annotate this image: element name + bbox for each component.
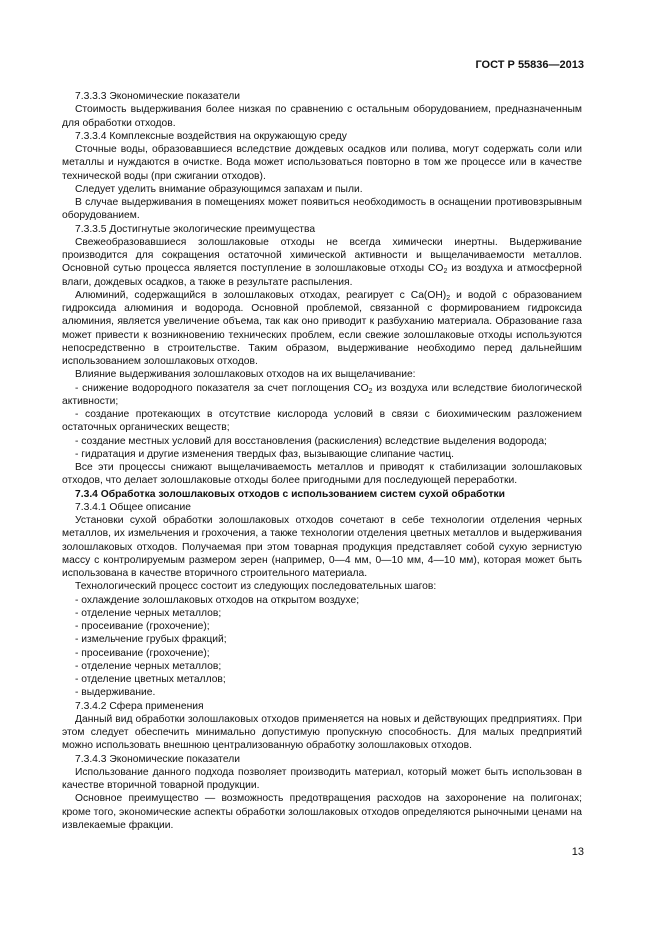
list-item: - просеивание (грохочение); bbox=[75, 647, 210, 659]
paragraph: Основное преимущество — возможность предотвращения расходов на захоронение на полигонах; кроме того, экономические аспекты обработки золошлаковых отходов определяются рыночными ценами на извлекаемые фракции. bbox=[62, 793, 582, 831]
list-item: - измельчение грубых фракций; bbox=[75, 634, 227, 646]
section-title-7341: 7.3.4.1 Общее описание bbox=[75, 501, 192, 513]
paragraph: Следует уделить внимание образующимся запахам и пыли. bbox=[75, 183, 363, 195]
list-item: - создание протекающих в отсутствие кислорода условий в связи с биохимическим разложением остаточных органических веществ; bbox=[62, 409, 582, 434]
section-title-7333: 7.3.3.3 Экономические показатели bbox=[75, 91, 241, 102]
list-item: - создание местных условий для восстановления (раскисления) вследствие выделения водорода; bbox=[75, 435, 547, 447]
paragraph: Сточные воды, образовавшиеся вследствие дождевых осадков или полива, могут содержать соли или металлы и нуждаются в очистке. Вода может использоваться повторно в том же процессе или в качестве технической воды (при сжигании отходов). bbox=[62, 144, 582, 182]
paragraph: Алюминий, содержащийся в золошлаковых отходах, реагирует с $Ca(OH)_2$ и водой с образованием гидроксида алюминия и водорода. Основной проблемой, связанной с формированием гидроксида алюминия, является увеличение объема, так как оно приводит к разбуханию материала. Образование газа может привести к возникновению технических проблем, если свежие золошлаковые отходы используются непосредственно в строительстве. Таким образом, выдерживание необходимо перед дальнейшим использованием золошлаковых отходов. bbox=[62, 289, 582, 367]
list-item: - отделение черных металлов; bbox=[75, 660, 222, 672]
paragraph: Технологический процесс состоит из следующих последовательных шагов: bbox=[75, 581, 437, 593]
standard-header: ГОСТ Р 55836—2013 bbox=[475, 59, 584, 71]
list-item: - гидратация и другие изменения твердых фаз, вызывающие слипание частиц. bbox=[75, 448, 455, 460]
paragraph: Данный вид обработки золошлаковых отходов применяется на новых и действующих предприятиях. При этом следует обеспечить минимально допустимую пропускную способность. Для малых предприятий можно использовать внешнюю централизованную обработку золошлаковых отходов. bbox=[62, 713, 582, 752]
list-item: - охлаждение золошлаковых отходов на открытом воздухе; bbox=[75, 594, 360, 606]
paragraph: Влияние выдерживания золошлаковых отходов на их выщелачивание: bbox=[75, 369, 416, 381]
paragraph: Установки сухой обработки золошлаковых отходов сочетают в себе технологии отделения черных металлов, их измельчения и грохочения, а также технологии отделения цветных металлов и выдерживания золошлаковых отходов. Получаемая при этом товарная продукция представляет собой сухую зернистую массу с контролируемым размером зерен (например, 0—4 мм, 0—10 мм, 4—10 мм), которая может быть использована в качестве вторичного строительного материала. bbox=[62, 515, 582, 579]
section-title-7343: 7.3.4.3 Экономические показатели bbox=[75, 753, 241, 765]
section-title-7334: 7.3.3.4 Комплексные воздействия на окружающую среду bbox=[75, 130, 347, 142]
paragraph: В случае выдерживания в помещениях может появиться необходимость в оснащении противовзрывным оборудованием. bbox=[62, 197, 582, 222]
paragraph: Свежеобразовавшиеся золошлаковые отходы не всегда химически инертны. Выдерживание производится для сокращения остаточной химической активности и выщелачиваемости металлов. Основной сутью процесса является поступление в золошлаковые отходы $CO_2$ из воздуха и атмосферной влаги, дождевых осадков, а также в результате распыления. bbox=[62, 236, 582, 288]
list-item: - отделение черных металлов; bbox=[75, 607, 222, 619]
section-title-7335: 7.3.3.5 Достигнутые экологические преимущества bbox=[75, 223, 316, 235]
paragraph: Использование данного подхода позволяет производить материал, который может быть использован в качестве вторичной товарной продукции. bbox=[62, 766, 582, 791]
section-title-7342: 7.3.4.2 Сфера применения bbox=[75, 700, 204, 712]
paragraph: Стоимость выдерживания более низкая по сравнению с остальным оборудованием, предназначенным для обработки отходов. bbox=[62, 104, 582, 129]
list-item: - отделение цветных металлов; bbox=[75, 674, 226, 685]
section-title-734: 7.3.4 Обработка золошлаковых отходов с использованием систем сухой обработки bbox=[75, 488, 505, 500]
page-number: 13 bbox=[571, 846, 584, 858]
list-item: - снижение водородного показателя за счет поглощения $CO_2$ из воздуха или вследствие биологической активности; bbox=[62, 382, 582, 407]
list-item: - выдерживание. bbox=[75, 687, 156, 699]
page-body bbox=[62, 90, 582, 832]
list-item: - просеивание (грохочение); bbox=[75, 621, 210, 632]
paragraph: Все эти процессы снижают выщелачиваемость металлов и приводят к стабилизации золошлаковых отходов, что делает золошлаковые отходы более пригодными для последующей переработки. bbox=[62, 462, 582, 487]
